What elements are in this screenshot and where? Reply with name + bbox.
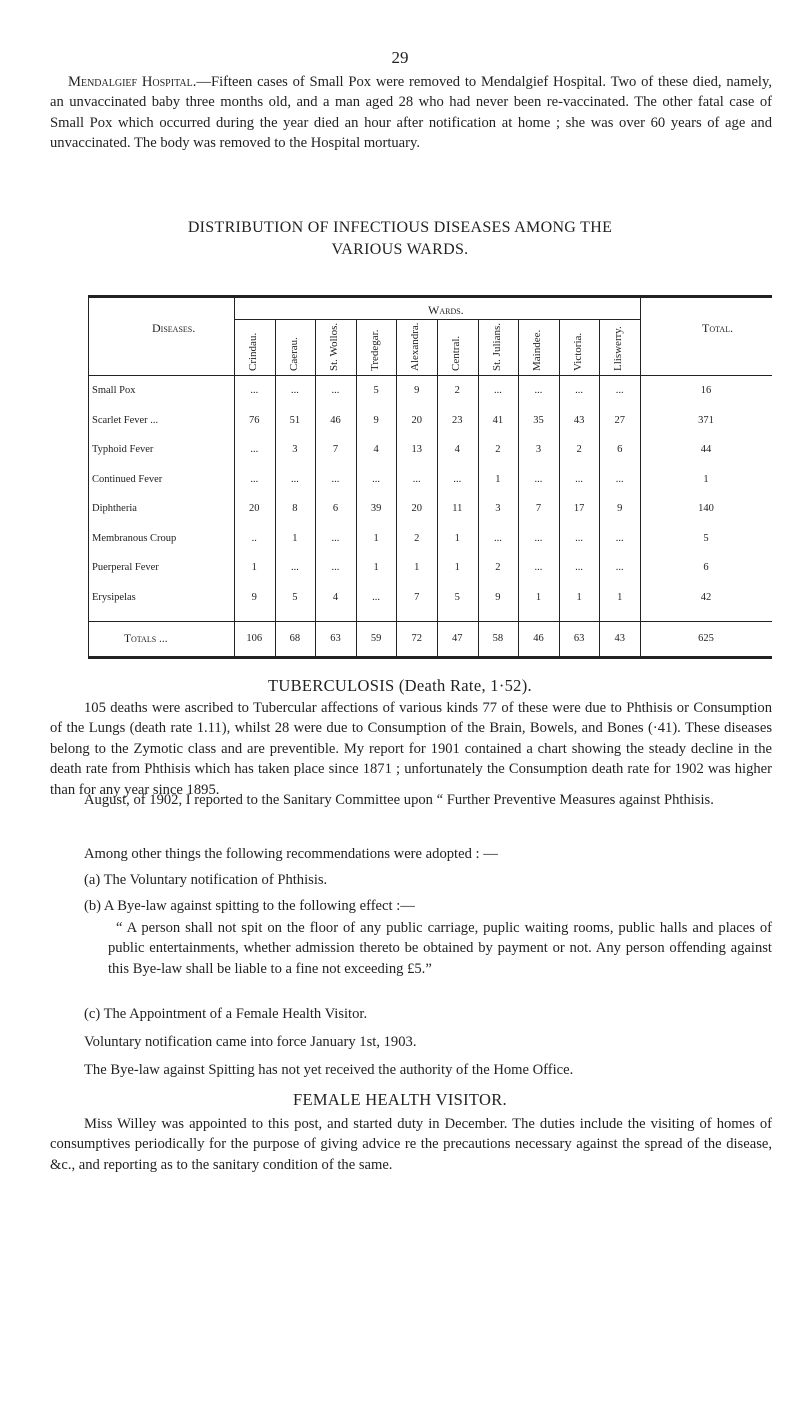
ward-count-cell: 4 (332, 591, 339, 603)
ward-count-cell: ... (331, 473, 340, 485)
ward-total-cell: 46 (533, 633, 544, 644)
ward-count-cell: ... (493, 385, 502, 396)
grand-total-cell: 625 (698, 633, 714, 644)
ward-count-cell: 2 (454, 385, 460, 396)
page-number: 29 (391, 48, 409, 67)
totals-label: Totals ... (124, 633, 168, 645)
ward-count-cell: 1 (251, 562, 257, 573)
ward-count-cell: 23 (452, 414, 463, 426)
ward-count-cell: 1 (414, 562, 420, 573)
tb-paragraph-2: August, of 1902, I reported to the Sanitary Committee upon “ Further Preventive Measures against Phthisis. (84, 792, 714, 808)
ward-count-cell: 41 (492, 414, 504, 426)
ward-count-cell: 39 (370, 503, 382, 514)
ward-total-cell: 72 (411, 633, 422, 644)
ward-count-cell: 1 (495, 473, 501, 485)
row-total-cell: 44 (700, 444, 712, 455)
ward-count-cell: 5 (373, 385, 379, 396)
ward-count-cell: ... (534, 562, 543, 573)
disease-label: Membranous Croup (92, 532, 177, 544)
ward-count-cell: 76 (249, 414, 260, 426)
ward-count-cell: 17 (573, 503, 585, 514)
ward-count-cell: 7 (332, 444, 339, 455)
tb-paragraph-5: The Bye-law against Spitting has not yet received the authority of the Home Office. (84, 1062, 574, 1078)
ward-count-cell: ... (331, 385, 340, 396)
ward-header: Caerau. (287, 337, 300, 371)
fhv-paragraph: Miss Willey was appointed to this post, and started duty in December. The duties include the visiting of homes of consumptives periodically for the purpose of giving advice re the precautions necessary against the spread of the disease, &c., and reporting as to the sanitary condition of the same. (50, 1116, 772, 1173)
ward-count-cell: 20 (249, 503, 260, 514)
ward-count-cell: ... (331, 532, 340, 544)
table-top-border (88, 295, 772, 298)
ward-count-cell: ... (575, 562, 584, 573)
ward-count-cell: ... (250, 444, 259, 455)
ward-count-cell: 1 (454, 562, 460, 573)
ward-count-cell: ... (534, 473, 543, 485)
row-total-cell: 140 (698, 503, 714, 514)
ward-column-divider (315, 319, 316, 659)
ward-count-cell: 9 (495, 591, 501, 603)
ward-count-cell: ... (534, 532, 543, 544)
ward-count-cell: 7 (535, 503, 542, 514)
ward-header: Crindau. (247, 332, 259, 371)
ward-total-cell: 58 (492, 633, 504, 644)
ward-count-cell: 2 (495, 444, 501, 455)
ward-count-cell: 2 (495, 562, 501, 573)
intro-paragraph (50, 72, 772, 154)
ward-column-divider (478, 319, 479, 659)
disease-label: Scarlet Fever ... (92, 414, 159, 426)
tb-item-a: (a) The Voluntary notification of Phthisis. (84, 872, 328, 888)
ward-count-cell: 3 (535, 444, 542, 455)
ward-count-cell: 35 (533, 414, 544, 426)
ward-column-divider (275, 319, 276, 659)
tb-item-c: (c) The Appointment of a Female Health Visitor. (84, 1006, 368, 1022)
disease-ward-table (88, 295, 772, 659)
ward-header: Alexandra. (409, 322, 422, 371)
ward-count-cell: ... (290, 562, 299, 573)
ward-count-cell: 51 (289, 414, 301, 426)
diseases-header: Diseases. (152, 321, 196, 335)
tb-item-b: (b) A Bye-law against spitting to the following effect :— (84, 898, 415, 914)
ward-count-cell: ... (534, 385, 543, 396)
ward-count-cell: 1 (535, 591, 542, 603)
female-health-visitor-heading: FEMALE HEALTH VISITOR. (293, 1090, 507, 1109)
disease-label: Erysipelas (92, 591, 136, 603)
disease-label: Puerperal Fever (92, 562, 159, 573)
ward-header: Victoria. (571, 332, 584, 371)
ward-column-divider (396, 319, 397, 659)
ward-count-cell: 9 (414, 385, 420, 396)
ward-header: Lliswerry. (612, 326, 625, 371)
ward-count-cell: 2 (414, 532, 420, 544)
ward-count-cell: 4 (373, 444, 379, 455)
ward-count-cell: 9 (617, 503, 623, 514)
ward-count-cell: 13 (411, 444, 422, 455)
row-total-cell: 371 (698, 414, 714, 426)
ward-header: Central. (450, 335, 462, 371)
ward-count-cell: 8 (292, 503, 298, 514)
ward-count-cell: ... (615, 562, 624, 573)
ward-count-cell: ... (331, 562, 340, 573)
ward-column-divider (356, 319, 357, 659)
ward-count-cell: 6 (617, 444, 623, 455)
ward-total-cell: 68 (289, 633, 301, 644)
ward-count-cell: ... (615, 532, 624, 544)
disease-label: Small Pox (92, 385, 136, 396)
disease-label: Diphtheria (92, 503, 137, 514)
ward-column-divider (559, 319, 560, 659)
header-bottom-rule (88, 375, 772, 376)
ward-column-divider (518, 319, 519, 659)
ward-count-cell: 1 (454, 532, 460, 544)
ward-count-cell: ... (290, 385, 299, 396)
intro-lead: Mendalgief Hospital. (68, 74, 197, 90)
table-left-border (88, 295, 89, 659)
total-header: Total. (702, 321, 734, 335)
ward-count-cell: 1 (373, 532, 379, 544)
ward-header: Maindee. (531, 329, 544, 371)
tb-paragraph-1: 105 deaths were ascribed to Tubercular affections of various kinds 77 of these were due to Phthisis or Consumption of the Lungs (death rate 1.11), whilst 28 were due to Consumption of the Brain, Bowels, and Bones (·41). These diseases belong to the Zymotic class and are preventible. My report for 1901 contained a chart showing the steady decline in the death rate from Phthisis which has taken place since 1871 ; unfortunately the Consumption death rate for 1902 was higher than for any year since 1895. (50, 700, 772, 798)
ward-header: St. Julians. (490, 323, 503, 371)
ward-count-cell: 4 (454, 444, 460, 455)
ward-total-cell: 63 (330, 633, 341, 644)
ward-count-cell: 1 (576, 591, 582, 603)
ward-count-cell: 7 (414, 591, 420, 603)
ward-count-cell: 3 (292, 444, 298, 455)
ward-count-cell: 27 (614, 414, 625, 426)
ward-header: St. Wollos. (328, 322, 341, 371)
ward-count-cell: ... (372, 473, 381, 485)
ward-count-cell: 11 (452, 503, 463, 514)
ward-count-cell: ... (372, 591, 381, 603)
ward-count-cell: 3 (495, 503, 501, 514)
ward-count-cell: 20 (411, 503, 422, 514)
disease-label: Typhoid Fever (92, 444, 154, 455)
ward-column-divider (599, 319, 600, 659)
ward-count-cell: ... (615, 473, 624, 485)
ward-column-divider (437, 319, 438, 659)
ward-total-cell: 63 (573, 633, 585, 644)
ward-count-cell: ... (250, 473, 259, 485)
wards-header: Wards. (428, 303, 464, 317)
row-total-cell: 1 (703, 473, 709, 485)
tuberculosis-heading: TUBERCULOSIS (Death Rate, 1·52). (268, 676, 532, 695)
ward-count-cell: ... (493, 532, 502, 544)
ward-count-cell: ... (575, 532, 584, 544)
ward-count-cell: 46 (330, 414, 341, 426)
ward-count-cell: 43 (573, 414, 585, 426)
table-title-line1: DISTRIBUTION OF INFECTIOUS DISEASES AMONG THE (187, 219, 613, 236)
bye-law-quote: “ A person shall not spit on the floor of any public carriage, puplic waiting rooms, public halls and places of public entertainments, whether admission thereto be obtained by payment or not. Any person offending against this Bye-law shall be liable to a fine not exceeding £5.” (108, 920, 772, 977)
tb-paragraph-3: Among other things the following recommendations were adopted : — (84, 846, 498, 862)
ward-count-cell: 2 (576, 444, 582, 455)
ward-count-cell: ... (575, 385, 584, 396)
ward-count-cell: 5 (292, 591, 298, 603)
ward-count-cell: 1 (373, 562, 379, 573)
ward-count-cell: ... (453, 473, 462, 485)
ward-count-cell: 6 (332, 503, 339, 514)
ward-count-cell: ... (615, 385, 624, 396)
row-total-cell: 6 (703, 562, 709, 573)
ward-count-cell: ... (575, 473, 584, 485)
ward-count-cell: 20 (411, 414, 422, 426)
tb-paragraph-4: Voluntary notification came into force January 1st, 1903. (84, 1034, 417, 1050)
intro-text: —Fifteen cases of Small Pox were removed to Mendalgief Hospital. Two of these died, namely, an unvaccinated baby three months old, and a man aged 28 who had never been re-vaccinated. The other fatal case of Small Pox which occurred during the year died an hour after notification at home ; she was over 60 years of age and unvaccinated. The body was removed to the Hospital mortuary. (50, 74, 772, 152)
row-total-cell: 5 (703, 532, 709, 544)
totals-top-rule (88, 621, 772, 622)
row-total-cell: 42 (700, 591, 712, 603)
row-total-cell: 16 (700, 385, 712, 396)
ward-count-cell: ... (290, 473, 299, 485)
ward-count-cell: 1 (617, 591, 623, 603)
table-title-line2: VARIOUS WARDS. (331, 241, 469, 258)
ward-total-cell: 43 (614, 633, 625, 644)
ward-total-cell: 106 (246, 633, 263, 644)
ward-count-cell: 9 (373, 414, 379, 426)
disease-label: Continued Fever (92, 473, 163, 485)
ward-total-cell: 47 (452, 633, 463, 644)
ward-header: Tredegar. (368, 329, 381, 371)
ward-count-cell: 9 (251, 591, 257, 603)
ward-count-cell: 5 (454, 591, 460, 603)
ward-count-cell: 1 (292, 532, 298, 544)
ward-total-cell: 59 (370, 633, 382, 644)
table-bottom-border (88, 656, 772, 659)
ward-count-cell: ... (250, 385, 259, 396)
ward-count-cell: ... (412, 473, 421, 485)
ward-count-cell: .. (251, 532, 257, 544)
